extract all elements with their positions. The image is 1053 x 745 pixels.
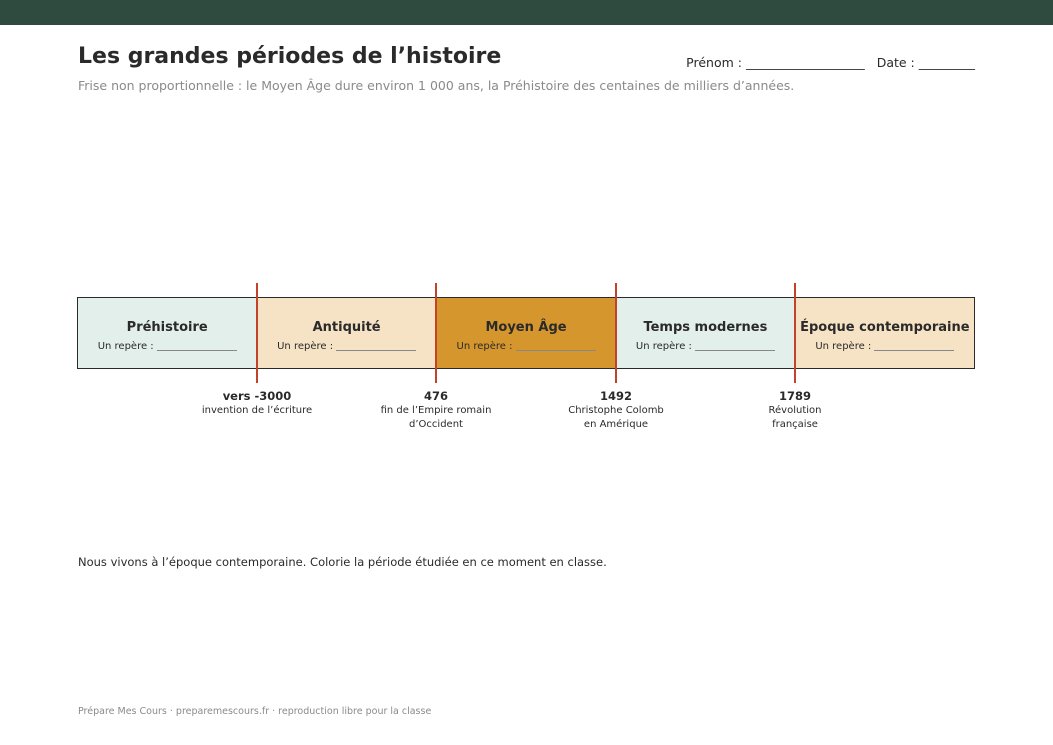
clue-label: Un repère : [277, 341, 334, 352]
marker-description: invention de l’écriture [201, 405, 313, 416]
marker-line [435, 283, 437, 383]
footer: Prépare Mes Cours · preparemescours.fr · reproduction libre pour la classe [78, 706, 432, 717]
period-antiquite[interactable] [256, 298, 435, 368]
marker-description: Christophe Colomb en Amérique [568, 405, 664, 430]
period-temps-modernes[interactable] [615, 298, 794, 368]
period-clue [815, 341, 954, 352]
period-name: Époque contemporaine [800, 320, 970, 335]
period-moyen-age[interactable] [436, 298, 615, 368]
marker-label [366, 389, 506, 432]
clue-label: Un repère : [815, 341, 872, 352]
period-name: Préhistoire [126, 320, 208, 335]
period-clue [636, 341, 775, 352]
marker-description: Révolution française [768, 405, 822, 430]
timeline-bar [77, 297, 975, 369]
top-bar [0, 0, 1053, 25]
period-clue [277, 341, 416, 352]
clue-answer-line[interactable] [157, 350, 237, 351]
marker-line [794, 283, 796, 383]
marker-label [187, 389, 327, 418]
marker-date: 1492 [599, 389, 632, 403]
period-clue [457, 341, 596, 352]
student-info [686, 55, 975, 70]
clue-label: Un repère : [97, 341, 154, 352]
clue-label: Un repère : [635, 341, 692, 352]
marker-description: fin de l’Empire romain d’Occident [380, 405, 492, 430]
clue-answer-line[interactable] [336, 350, 416, 351]
period-prehistoire[interactable] [78, 298, 256, 368]
period-name: Temps modernes [643, 320, 768, 335]
first-name-field[interactable]: Prénom : ___________________ [686, 55, 865, 70]
marker-line [615, 283, 617, 383]
clue-answer-line[interactable] [516, 350, 596, 351]
period-name: Moyen Âge [485, 320, 567, 335]
instruction-text: Nous vivons à l’époque contemporaine. Colorie la période étudiée en ce moment en classe. [78, 555, 607, 569]
clue-answer-line[interactable] [874, 350, 954, 351]
period-name: Antiquité [312, 320, 381, 335]
clue-label: Un repère : [456, 341, 513, 352]
marker-date: 1789 [778, 389, 811, 403]
page-title: Les grandes périodes de l’histoire [78, 44, 502, 69]
marker-date: vers -3000 [222, 389, 292, 403]
marker-label [546, 389, 686, 432]
page-subtitle: Frise non proportionnelle : le Moyen Âge dure environ 1 000 ans, la Préhistoire des centaines de milliers d’années. [78, 78, 795, 93]
marker-line [256, 283, 258, 383]
period-epoque-contemporaine[interactable] [795, 298, 974, 368]
marker-date: 476 [423, 389, 448, 403]
period-clue [98, 341, 237, 352]
marker-label [725, 389, 865, 432]
clue-answer-line[interactable] [695, 350, 775, 351]
date-field[interactable]: Date : _________ [876, 55, 975, 70]
